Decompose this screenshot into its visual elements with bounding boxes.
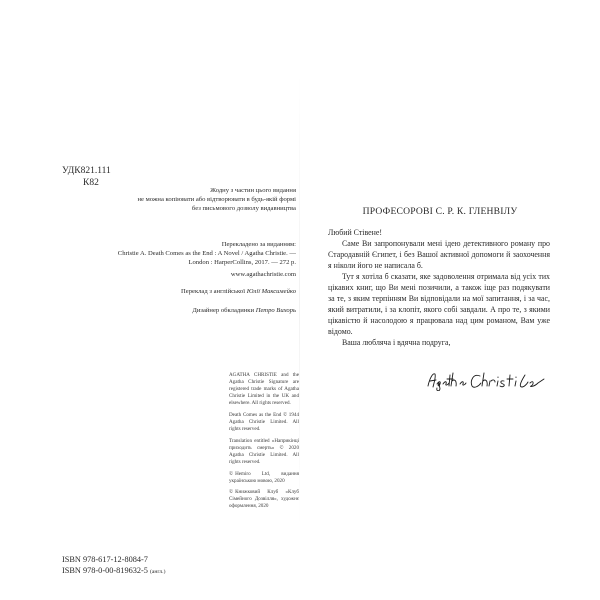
dedication-letter (328, 227, 550, 348)
paragraph-1: Саме Ви запропонували мені ідею детективного роману про Стародавній Єгипет, і без Вашої активної допомоги й заохочення я ніколи його не написала б. (328, 239, 550, 270)
original-edition-note: Перекладено за виданням: Christie A. Death Comes as the End : A Novel / Agatha Christie. — London : HarperCollins, 2017. — 272 p. (117, 241, 296, 266)
copyright-notice: Жодну з частин цього видання не можна копіювати або відтворювати в будь-якій формі без письмового дозволу видавництва (137, 187, 296, 212)
udk-code: УДК821.111 (62, 166, 111, 176)
bbk-code: К82 (83, 178, 99, 188)
hemiro-copyright: © Hemiro Ltd, видання українською мовою, 2020 (229, 471, 299, 484)
closing-line: Ваша любляча і вдячна подруга, (342, 338, 451, 347)
klub-copyright: © Книжковий Клуб «Клуб Сімейного Дозвілля», художнє оформлення, 2020 (229, 489, 299, 509)
dedication-title: ПРОФЕСОРОВІ С. Р. К. ГЛЕНВІЛУ (362, 206, 518, 217)
book-gutter (299, 70, 300, 530)
designer-credit: Дизайнер обкладинки Петро Вихорь (192, 307, 296, 314)
translation-copyright: Translation entitled «Наприкінці приходить смерть» © 2020 Agatha Christie Limited. All rights reserved. (229, 438, 299, 465)
isbn-1: ISBN 978-617-12-8084-7 (62, 555, 148, 564)
copyright-symbol: © (229, 471, 234, 477)
paragraph-2: Тут я хотіла б сказати, яке задоволення отримала від усіх тих цікавих книг, що Ви мені позичили, а також іще раз подякувати за те, з яким терпінням Ви відповідали на мої запитання, і за час, який витратили, і за клопіт, якого собі завдали. А про те, з якими цікавістю й насолодою я працювала над цим романом, Вам уже відомо. (328, 272, 550, 336)
copyright-symbol: © (229, 489, 234, 495)
website-link: www.agathachristie.com (230, 271, 296, 278)
original-copyright: Death Comes as the End © 1944 Agatha Christie Limited. All rights reserved. (229, 412, 299, 432)
legal-notices (229, 372, 299, 514)
greeting: Любий Стівене! (328, 228, 383, 237)
trademark-notice: AGATHA CHRISTIE and the Agatha Christie Signature are registered trade marks of Agatha Christie Limited in the UK and elsewhere. All rights reserved. (229, 372, 299, 406)
translator-name: Юлії Максимейко (246, 288, 296, 295)
signature-image (424, 369, 549, 391)
designer-name: Петро Вихорь (255, 307, 296, 314)
isbn-2: ISBN 978-0-00-819632-5 (англ.) (62, 566, 166, 575)
translator-credit: Переклад з англійської Юлії Максимейко (181, 288, 296, 295)
